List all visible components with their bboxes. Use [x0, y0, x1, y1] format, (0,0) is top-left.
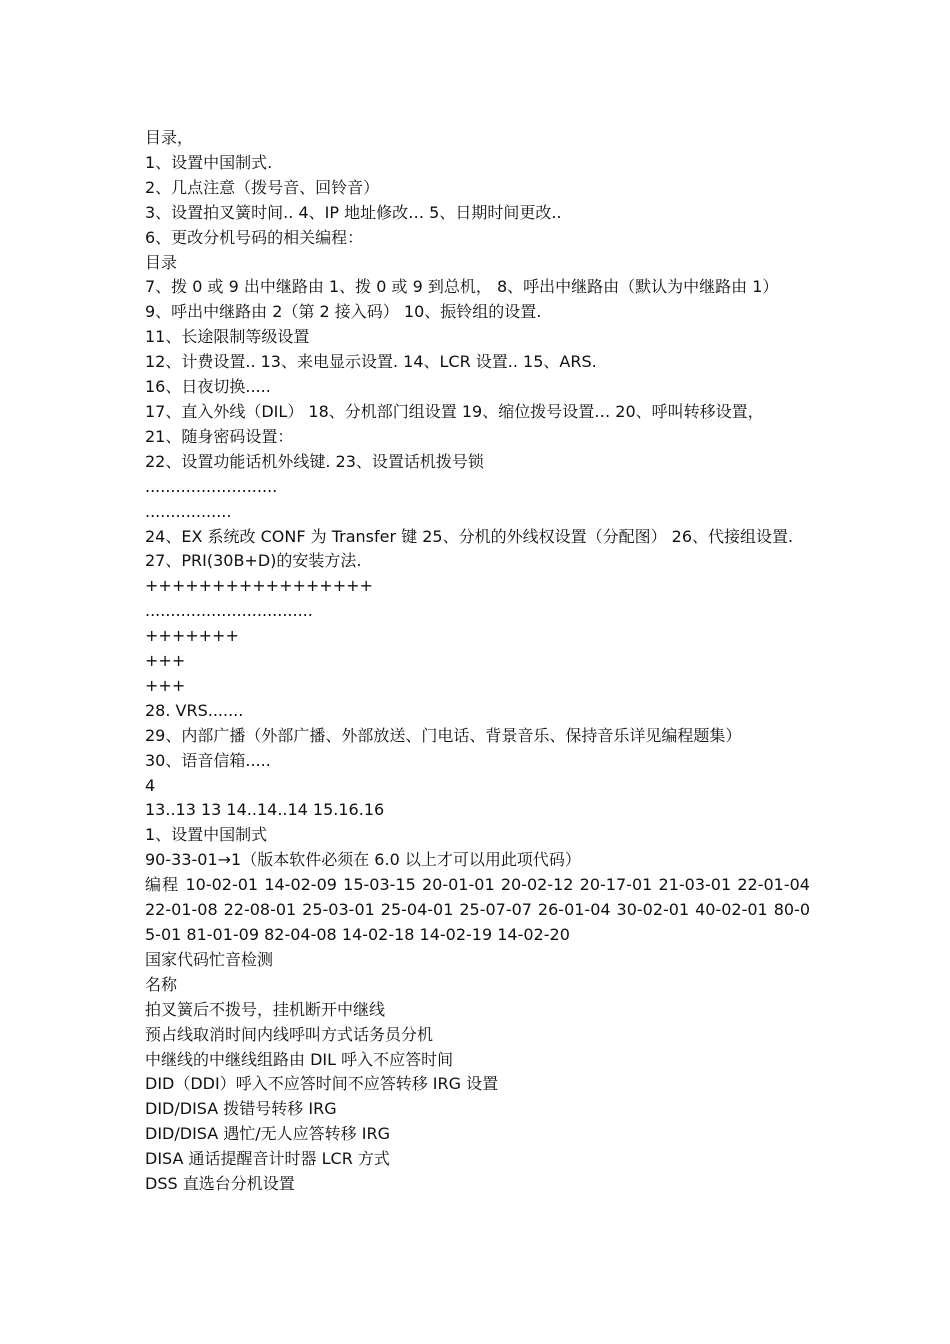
toc-line: 29、内部广播（外部广播、外部放送、门电话、背景音乐、保持音乐详见编程题集）	[145, 725, 742, 745]
toc-line: 7、拨 0 或 9 出中继路由 1、拨 0 或 9 到总机， 8、呼出中继路由（默认为中继路由 1）	[145, 277, 779, 297]
toc-heading: 目录，	[145, 128, 194, 147]
plus-leader: +++++++++++++++++	[145, 576, 373, 596]
toc-line: 22、设置功能话机外线键. 23、设置话机拨号锁	[145, 451, 484, 471]
body-line: 预占线取消时间内线呼叫方式话务员分机	[145, 1024, 434, 1044]
toc-line: 16、日夜切换.....	[145, 377, 271, 397]
toc-line: 28. VRS.......	[145, 700, 244, 720]
toc-line: 11、长途限制等级设置	[145, 327, 310, 347]
body-line: DID（DDI）呼入不应答时间不应答转移 IRG 设置	[145, 1074, 499, 1094]
plus-leader: +++++++	[145, 626, 239, 646]
page-index-line: 13..13 13 14..14..14 15.16.16	[145, 800, 385, 820]
body-line: 国家代码忙音检测	[145, 949, 274, 969]
dot-leader: .................	[145, 501, 232, 521]
toc-line: 17、直入外线（DIL） 18、分机部门组设置 19、缩位拨号设置… 20、呼叫转移设置，	[145, 401, 764, 421]
toc-line: 30、语音信箱.....	[145, 750, 271, 770]
toc-line: 24、EX 系统改 CONF 为 Transfer 键 25、分机的外线权设置（分配图） 26、代接组设置.	[145, 526, 794, 546]
toc-line: 12、计费设置.. 13、来电显示设置. 14、LCR 设置.. 15、ARS.	[145, 352, 597, 372]
dot-leader: .................................	[145, 601, 313, 621]
toc-line: 2、几点注意（拨号音、回铃音）	[145, 177, 380, 197]
document-page	[145, 126, 816, 1197]
plus-leader: +++	[145, 651, 186, 671]
dot-leader: ..........................	[145, 476, 278, 496]
toc-subheading: 目录	[145, 252, 178, 272]
body-line: 中继线的中继线组路由 DIL 呼入不应答时间	[145, 1049, 454, 1069]
body-line: DSS 直选台分机设置	[145, 1174, 295, 1194]
body-line: 名称	[145, 974, 178, 994]
body-line: 90-33-01→1（版本软件必须在 6.0 以上才可以用此项代码）	[145, 850, 581, 870]
toc-line: 21、随身密码设置：	[145, 426, 294, 446]
toc-line: 1、设置中国制式.	[145, 152, 273, 172]
body-line: DISA 通话提醒音计时器 LCR 方式	[145, 1149, 390, 1169]
body-line: DID/DISA 拨错号转移 IRG	[145, 1099, 337, 1119]
toc-line: 9、呼出中继路由 2（第 2 接入码） 10、振铃组的设置.	[145, 302, 542, 322]
toc-line: 3、设置拍叉簧时间.. 4、IP 地址修改… 5、日期时间更改..	[145, 202, 562, 222]
program-code-list: 编程 10-02-01 14-02-09 15-03-15 20-01-01 20-02-12 20-17-01 21-03-01 22-01-04 22-01-08 22-08-01 25-03-01 25-04-01 25-07-07 26-01-04 30-02-01 40-02-01 80-05-01 81-01-09 82-04-08 14-02-18 14-02-19 14-02-20	[145, 875, 816, 944]
section-heading: 1、设置中国制式	[145, 825, 268, 845]
body-line: DID/DISA 遇忙/无人应答转移 IRG	[145, 1124, 390, 1144]
page-number: 4	[145, 775, 156, 795]
toc-line: 27、PRI(30B+D)的安装方法.	[145, 551, 362, 571]
plus-leader: +++	[145, 675, 186, 695]
toc-line: 6、更改分机号码的相关编程：	[145, 227, 364, 247]
body-line: 拍叉簧后不拨号，挂机断开中继线	[145, 999, 386, 1019]
